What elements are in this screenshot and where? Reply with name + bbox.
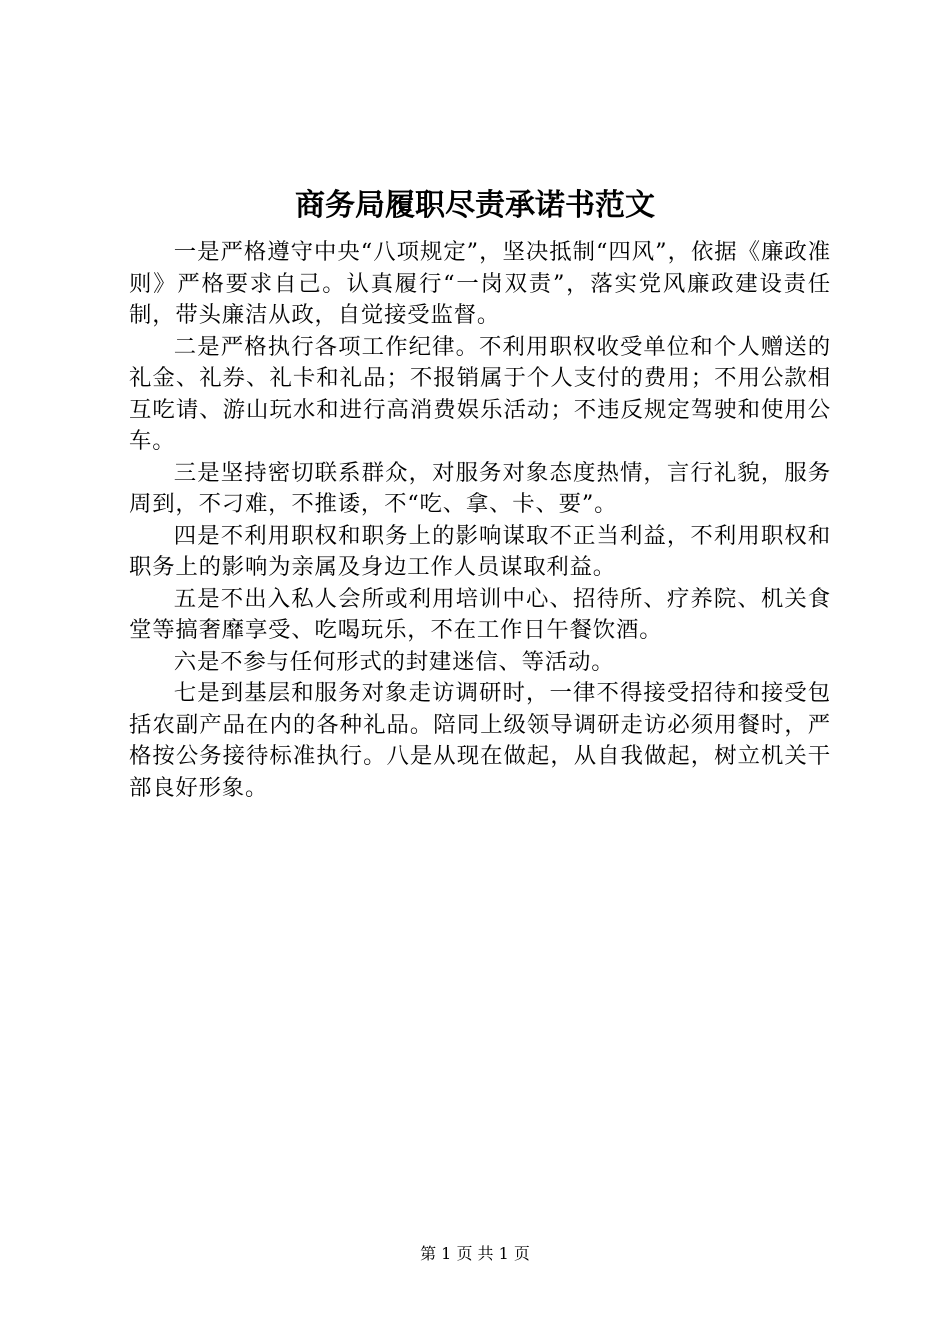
paragraph-4: 四是不利用职权和职务上的影响谋取不正当利益，不利用职权和职务上的影响为亲属及身边工作人员谋取利益。 bbox=[129, 522, 831, 580]
page-number-footer: 第 1 页 共 1 页 bbox=[420, 1244, 530, 1263]
paragraph-2: 二是严格执行各项工作纪律。不利用职权收受单位和个人赠送的礼金、礼券、礼卡和礼品；不报销属于个人支付的费用；不用公款相互吃请、游山玩水和进行高消费娱乐活动；不违反规定驾驶和使用公车。 bbox=[129, 333, 831, 454]
paragraph-6: 六是不参与任何形式的封建迷信、等活动。 bbox=[173, 648, 615, 675]
paragraph-3: 三是坚持密切联系群众，对服务对象态度热情，言行礼貌，服务周到，不刁难，不推诿，不“吃、拿、卡、要”。 bbox=[129, 459, 831, 517]
paragraph-1: 一是严格遵守中央“八项规定”，坚决抵制“四风”，依据《廉政准则》严格要求自己。认真履行“一岗双责”，落实党风廉政建设责任制，带头廉洁从政，自觉接受监督。 bbox=[129, 239, 831, 328]
document-body bbox=[129, 237, 831, 804]
document-title: 商务局履职尽责承诺书范文 bbox=[295, 188, 655, 223]
paragraph-7: 七是到基层和服务对象走访调研时，一律不得接受招待和接受包括农副产品在内的各种礼品。陪同上级领导调研走访必须用餐时，严格按公务接待标准执行。八是从现在做起，从自我做起，树立机关干部良好形象。 bbox=[129, 680, 831, 801]
paragraph-5: 五是不出入私人会所或利用培训中心、招待所、疗养院、机关食堂等搞奢靡享受、吃喝玩乐，不在工作日午餐饮酒。 bbox=[129, 585, 831, 643]
